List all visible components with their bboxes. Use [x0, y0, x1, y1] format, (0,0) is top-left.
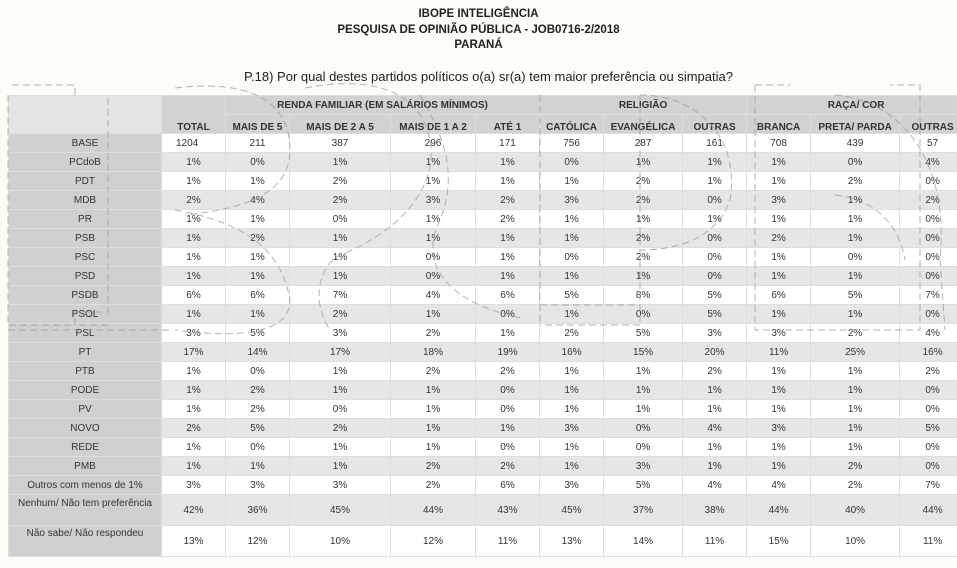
cell-value: 11% — [683, 526, 747, 557]
cell-value: 708 — [747, 134, 811, 153]
row-label: PCdoB — [9, 153, 162, 172]
cell-value: 1% — [540, 267, 604, 286]
cell-value: 0% — [290, 210, 391, 229]
cell-value: 0% — [900, 267, 957, 286]
cell-value: 5% — [226, 324, 290, 343]
table-row — [9, 229, 957, 248]
cell-value: 1% — [540, 305, 604, 324]
survey-question: P.18) Por qual destes partidos políticos o(a) sr(a) tem maior preferência ou simpatia? — [244, 69, 733, 84]
cell-value: 2% — [290, 305, 391, 324]
cell-value: 1% — [683, 457, 747, 476]
column-header: ATÉ 1 — [476, 115, 540, 134]
cell-value: 3% — [683, 324, 747, 343]
row-label: PSC — [9, 248, 162, 267]
cell-value: 4% — [900, 153, 957, 172]
cell-value: 1% — [162, 210, 226, 229]
cell-value: 0% — [900, 210, 957, 229]
cell-value: 2% — [900, 191, 957, 210]
cell-value: 0% — [391, 248, 476, 267]
cell-value: 1% — [811, 267, 900, 286]
cell-value: 2% — [604, 229, 683, 248]
cell-value: 161 — [683, 134, 747, 153]
table-row — [9, 526, 957, 557]
cell-value: 3% — [747, 191, 811, 210]
cell-value: 296 — [391, 134, 476, 153]
cell-value: 1% — [162, 400, 226, 419]
cell-value: 0% — [226, 362, 290, 381]
cell-value: 1% — [811, 191, 900, 210]
cell-value: 10% — [290, 526, 391, 557]
row-label: PSD — [9, 267, 162, 286]
table-row — [9, 362, 957, 381]
cell-value: 5% — [683, 305, 747, 324]
cell-value: 4% — [226, 191, 290, 210]
cell-value: 171 — [476, 134, 540, 153]
cell-value: 1% — [747, 153, 811, 172]
cell-value: 1% — [290, 248, 391, 267]
cell-value: 1% — [162, 457, 226, 476]
cell-value: 0% — [476, 400, 540, 419]
cell-value: 1% — [391, 419, 476, 438]
cell-value: 6% — [747, 286, 811, 305]
cell-value: 0% — [811, 248, 900, 267]
cell-value: 5% — [900, 419, 957, 438]
table-row — [9, 457, 957, 476]
cell-value: 17% — [162, 343, 226, 362]
cell-value: 1% — [604, 362, 683, 381]
cell-value: 12% — [391, 526, 476, 557]
cell-value: 2% — [604, 191, 683, 210]
table-row — [9, 286, 957, 305]
cell-value: 1% — [476, 172, 540, 191]
cell-value: 2% — [811, 324, 900, 343]
column-group-header: RENDA FAMILIAR (EM SALÁRIOS MÍNIMOS) — [226, 96, 540, 115]
cell-value: 439 — [811, 134, 900, 153]
cell-value: 1% — [391, 381, 476, 400]
cell-value: 1% — [811, 210, 900, 229]
cell-value: 1% — [747, 400, 811, 419]
cell-value: 0% — [900, 457, 957, 476]
cell-value: 37% — [604, 495, 683, 526]
cell-value: 2% — [476, 362, 540, 381]
row-label: PSDB — [9, 286, 162, 305]
cell-value: 6% — [476, 286, 540, 305]
table-row — [9, 324, 957, 343]
cell-value: 57 — [900, 134, 957, 153]
cell-value: 1% — [226, 457, 290, 476]
cell-value: 1% — [391, 438, 476, 457]
cell-value: 2% — [604, 248, 683, 267]
cell-value: 3% — [540, 419, 604, 438]
cell-value: 4% — [683, 476, 747, 495]
cell-value: 1% — [391, 210, 476, 229]
cell-value: 4% — [391, 286, 476, 305]
cell-value: 2% — [162, 191, 226, 210]
cell-value: 1% — [747, 457, 811, 476]
cell-value: 0% — [476, 438, 540, 457]
cell-value: 0% — [900, 248, 957, 267]
cell-value: 0% — [604, 438, 683, 457]
cell-value: 1% — [391, 400, 476, 419]
cell-value: 2% — [900, 362, 957, 381]
cell-value: 1% — [747, 305, 811, 324]
cell-value: 36% — [226, 495, 290, 526]
cell-value: 1% — [811, 305, 900, 324]
cell-value: 6% — [226, 286, 290, 305]
row-label: MDB — [9, 191, 162, 210]
column-header: BRANCA — [747, 115, 811, 134]
cell-value: 3% — [540, 476, 604, 495]
column-group-header: RAÇA/ COR — [747, 96, 957, 115]
column-header: MAIS DE 5 — [226, 115, 290, 134]
cell-value: 5% — [604, 324, 683, 343]
cell-value: 1% — [604, 153, 683, 172]
cell-value: 3% — [391, 191, 476, 210]
table-row — [9, 191, 957, 210]
cell-value: 1% — [162, 172, 226, 191]
cell-value: 0% — [683, 267, 747, 286]
cell-value: 5% — [683, 286, 747, 305]
column-header: EVANGÉLICA — [604, 115, 683, 134]
row-label: Outros com menos de 1% — [9, 476, 162, 495]
cell-value: 13% — [162, 526, 226, 557]
cell-value: 2% — [290, 419, 391, 438]
cell-value: 1% — [226, 210, 290, 229]
cell-value: 0% — [683, 229, 747, 248]
cell-value: 0% — [476, 305, 540, 324]
cell-value: 1% — [683, 400, 747, 419]
column-header: CATÓLICA — [540, 115, 604, 134]
cell-value: 1% — [811, 438, 900, 457]
cell-value: 1% — [290, 229, 391, 248]
cell-value: 1204 — [162, 134, 226, 153]
report-org-title: IBOPE INTELIGÊNCIA — [418, 8, 539, 20]
table-row — [9, 419, 957, 438]
table-row — [9, 153, 957, 172]
cell-value: 1% — [226, 305, 290, 324]
report-header — [0, 7, 957, 54]
cell-value: 1% — [476, 419, 540, 438]
cell-value: 211 — [226, 134, 290, 153]
cell-value: 1% — [683, 381, 747, 400]
cell-value: 3% — [290, 476, 391, 495]
cell-value: 2% — [391, 457, 476, 476]
cell-value: 1% — [811, 362, 900, 381]
cell-value: 7% — [290, 286, 391, 305]
cell-value: 11% — [476, 526, 540, 557]
cell-value: 2% — [811, 476, 900, 495]
cell-value: 0% — [226, 153, 290, 172]
cell-value: 1% — [604, 381, 683, 400]
column-group-header: RELIGIÃO — [540, 96, 747, 115]
cell-value: 1% — [540, 229, 604, 248]
row-label: PTB — [9, 362, 162, 381]
cell-value: 2% — [290, 172, 391, 191]
table-row — [9, 381, 957, 400]
table-row — [9, 267, 957, 286]
cell-value: 2% — [391, 324, 476, 343]
cell-value: 1% — [476, 267, 540, 286]
cell-value: 0% — [900, 381, 957, 400]
cell-value: 1% — [747, 438, 811, 457]
cell-value: 1% — [476, 153, 540, 172]
cell-value: 1% — [162, 153, 226, 172]
cell-value: 0% — [476, 381, 540, 400]
row-label: PSB — [9, 229, 162, 248]
cell-value: 44% — [391, 495, 476, 526]
cell-value: 3% — [290, 324, 391, 343]
cell-value: 2% — [811, 457, 900, 476]
cell-value: 1% — [290, 362, 391, 381]
cell-value: 1% — [162, 438, 226, 457]
cell-value: 5% — [540, 286, 604, 305]
cell-value: 3% — [226, 476, 290, 495]
cell-value: 1% — [162, 248, 226, 267]
cell-value: 1% — [683, 153, 747, 172]
cell-value: 0% — [604, 419, 683, 438]
cell-value: 0% — [900, 172, 957, 191]
cell-value: 1% — [540, 400, 604, 419]
row-label: PV — [9, 400, 162, 419]
cell-value: 14% — [226, 343, 290, 362]
table-row — [9, 343, 957, 362]
cell-value: 7% — [900, 286, 957, 305]
cell-value: 6% — [476, 476, 540, 495]
cell-value: 2% — [811, 172, 900, 191]
cell-value: 40% — [811, 495, 900, 526]
cell-value: 17% — [290, 343, 391, 362]
cell-value: 3% — [604, 457, 683, 476]
cell-value: 2% — [476, 457, 540, 476]
cell-value: 3% — [540, 191, 604, 210]
cell-value: 0% — [900, 305, 957, 324]
cell-value: 1% — [604, 400, 683, 419]
table-row — [9, 400, 957, 419]
cell-value: 1% — [811, 381, 900, 400]
column-header: OUTRAS — [900, 115, 957, 134]
cell-value: 2% — [476, 210, 540, 229]
cell-value: 1% — [811, 400, 900, 419]
cell-value: 2% — [290, 191, 391, 210]
cell-value: 15% — [604, 343, 683, 362]
cell-value: 0% — [900, 400, 957, 419]
cell-value: 1% — [162, 305, 226, 324]
cell-value: 18% — [391, 343, 476, 362]
cell-value: 45% — [540, 495, 604, 526]
row-label: REDE — [9, 438, 162, 457]
column-header-total: TOTAL — [162, 96, 226, 134]
cell-value: 5% — [604, 476, 683, 495]
cell-value: 14% — [604, 526, 683, 557]
cell-value: 1% — [683, 172, 747, 191]
cell-value: 44% — [900, 495, 957, 526]
cell-value: 16% — [540, 343, 604, 362]
table-row — [9, 210, 957, 229]
table-row — [9, 305, 957, 324]
table-row — [9, 438, 957, 457]
cell-value: 1% — [391, 153, 476, 172]
cell-value: 0% — [540, 153, 604, 172]
cell-value: 1% — [162, 381, 226, 400]
cell-value: 1% — [540, 362, 604, 381]
cell-value: 1% — [290, 153, 391, 172]
cell-value: 1% — [226, 248, 290, 267]
cell-value: 45% — [290, 495, 391, 526]
cell-value: 5% — [811, 286, 900, 305]
cell-value: 0% — [900, 438, 957, 457]
column-header: OUTRAS — [683, 115, 747, 134]
cell-value: 1% — [811, 229, 900, 248]
cell-value: 3% — [747, 324, 811, 343]
row-label: PMB — [9, 457, 162, 476]
cell-value: 0% — [900, 229, 957, 248]
cell-value: 1% — [476, 248, 540, 267]
cell-value: 1% — [747, 381, 811, 400]
cell-value: 1% — [747, 267, 811, 286]
row-label: PR — [9, 210, 162, 229]
cell-value: 1% — [747, 248, 811, 267]
cell-value: 2% — [226, 381, 290, 400]
column-header: MAIS DE 2 A 5 — [290, 115, 391, 134]
cell-value: 1% — [391, 229, 476, 248]
report-region-title: PARANÁ — [454, 39, 503, 51]
cell-value: 2% — [391, 362, 476, 381]
cell-value: 4% — [747, 476, 811, 495]
report-survey-title: PESQUISA DE OPINIÃO PÚBLICA - JOB0716-2/2018 — [337, 23, 620, 36]
cell-value: 1% — [290, 267, 391, 286]
cell-value: 1% — [747, 210, 811, 229]
cell-value: 1% — [683, 438, 747, 457]
cell-value: 1% — [290, 381, 391, 400]
cell-value: 1% — [290, 457, 391, 476]
cell-value: 1% — [226, 172, 290, 191]
cell-value: 2% — [226, 400, 290, 419]
row-label: PODE — [9, 381, 162, 400]
row-label: PT — [9, 343, 162, 362]
table-row — [9, 248, 957, 267]
row-label: PDT — [9, 172, 162, 191]
table-row-base — [9, 134, 957, 153]
column-header: PRETA/ PARDA — [811, 115, 900, 134]
cell-value: 42% — [162, 495, 226, 526]
cell-value: 0% — [604, 305, 683, 324]
cell-value: 1% — [540, 438, 604, 457]
cell-value: 0% — [683, 248, 747, 267]
cell-value: 16% — [900, 343, 957, 362]
cell-value: 13% — [540, 526, 604, 557]
cell-value: 0% — [391, 267, 476, 286]
cell-value: 2% — [747, 229, 811, 248]
cell-value: 1% — [604, 210, 683, 229]
cell-value: 1% — [476, 229, 540, 248]
cell-value: 8% — [604, 286, 683, 305]
cell-value: 1% — [162, 362, 226, 381]
cell-value: 2% — [604, 172, 683, 191]
cell-value: 2% — [391, 476, 476, 495]
cell-value: 2% — [540, 324, 604, 343]
cell-value: 7% — [900, 476, 957, 495]
table-corner — [9, 96, 162, 134]
cell-value: 1% — [162, 267, 226, 286]
cell-value: 1% — [604, 267, 683, 286]
cell-value: 38% — [683, 495, 747, 526]
cell-value: 10% — [811, 526, 900, 557]
cell-value: 1% — [540, 457, 604, 476]
cell-value: 15% — [747, 526, 811, 557]
cell-value: 1% — [226, 267, 290, 286]
cell-value: 25% — [811, 343, 900, 362]
cell-value: 1% — [747, 362, 811, 381]
cell-value: 2% — [162, 419, 226, 438]
cell-value: 3% — [162, 324, 226, 343]
row-label: BASE — [9, 134, 162, 153]
crosstab-table — [8, 95, 957, 557]
cell-value: 1% — [540, 210, 604, 229]
cell-value: 1% — [476, 324, 540, 343]
cell-value: 1% — [540, 381, 604, 400]
table-row — [9, 172, 957, 191]
table-row — [9, 495, 957, 526]
cell-value: 2% — [476, 191, 540, 210]
cell-value: 44% — [747, 495, 811, 526]
cell-value: 4% — [683, 419, 747, 438]
cell-value: 0% — [290, 400, 391, 419]
row-label: Não sabe/ Não respondeu — [9, 526, 162, 557]
cell-value: 1% — [747, 172, 811, 191]
cell-value: 6% — [162, 286, 226, 305]
cell-value: 19% — [476, 343, 540, 362]
cell-value: 2% — [683, 362, 747, 381]
cell-value: 5% — [226, 419, 290, 438]
cell-value: 1% — [391, 305, 476, 324]
column-header: MAIS DE 1 A 2 — [391, 115, 476, 134]
cell-value: 11% — [900, 526, 957, 557]
cell-value: 20% — [683, 343, 747, 362]
cell-value: 1% — [683, 210, 747, 229]
cell-value: 3% — [747, 419, 811, 438]
cell-value: 43% — [476, 495, 540, 526]
table-row — [9, 476, 957, 495]
cell-value: 1% — [391, 172, 476, 191]
cell-value: 3% — [162, 476, 226, 495]
cell-value: 4% — [900, 324, 957, 343]
cell-value: 0% — [540, 248, 604, 267]
cell-value: 1% — [162, 229, 226, 248]
cell-value: 0% — [811, 153, 900, 172]
cell-value: 387 — [290, 134, 391, 153]
cell-value: 1% — [540, 172, 604, 191]
cell-value: 1% — [290, 438, 391, 457]
cell-value: 11% — [747, 343, 811, 362]
cell-value: 0% — [226, 438, 290, 457]
row-label: PSL — [9, 324, 162, 343]
cell-value: 1% — [811, 419, 900, 438]
row-label: NOVO — [9, 419, 162, 438]
row-label: Nenhum/ Não tem preferência — [9, 495, 162, 526]
cell-value: 287 — [604, 134, 683, 153]
cell-value: 756 — [540, 134, 604, 153]
row-label: PSOL — [9, 305, 162, 324]
cell-value: 0% — [683, 191, 747, 210]
cell-value: 2% — [226, 229, 290, 248]
cell-value: 12% — [226, 526, 290, 557]
